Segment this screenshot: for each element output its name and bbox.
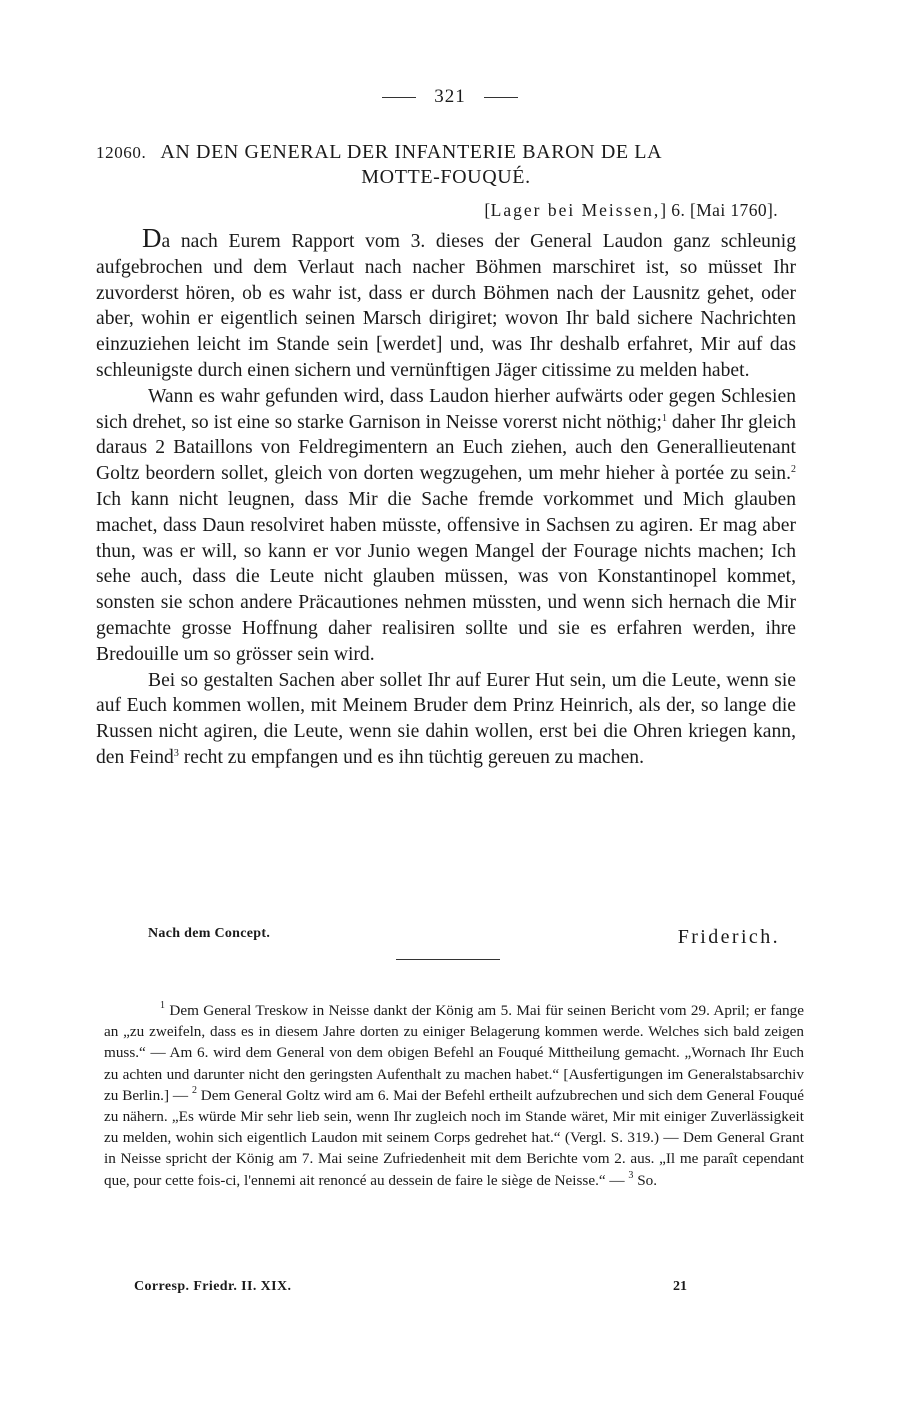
paragraph-3-text-b: recht zu empfangen und es ihn tüchtig gereuen zu machen. <box>178 746 644 768</box>
page-number-line <box>0 86 900 108</box>
footnote-marker-3: 3 <box>628 1169 634 1181</box>
dash-left <box>382 97 416 98</box>
footnote-ref-1: 1 <box>661 412 667 424</box>
paragraph-2-text-c: Ich kann nicht leugnen, dass Mir die Sache fremde vorkommet und Mich glauben machet, dass Daun resolviret haben müsste, offensive in Sachsen zu agiren. Er mag aber thun, was er will, so kann er vor Junio wegen Mangel der Fourage nichts machen; Ich sehe auch, dass die Leute nicht glauben müssen, was von Konstantinopel kommet, sonsten sie schon andere Präcautiones nehmen müssten, und wenn sich hernach die Mir gemachte grosse Hoffnung daher realisiren sollte und sie es erfahren werden, ihre Bredouille um so grösser sein wird. <box>96 488 796 665</box>
paragraph-2 <box>96 384 796 668</box>
footnote-block <box>104 1000 804 1191</box>
footnote-marker-1: 1 <box>160 1000 165 1011</box>
dateline-date: ] 6. [Mai 1760]. <box>660 200 778 220</box>
paragraph-3 <box>96 668 796 771</box>
dateline <box>484 200 778 221</box>
source-note: Nach dem Concept. <box>148 926 271 941</box>
footnote-marker-2: 2 <box>191 1084 197 1096</box>
dateline-bracket: [ <box>484 200 491 220</box>
paragraph-2-text-a: Wann es wahr gefunden wird, dass Laudon hierher aufwärts oder gegen Schlesien sich drehet, so ist eine so starke Garnison in Neisse vorerst nicht nöthig; <box>96 385 796 433</box>
paragraph-2-text-b: daher Ihr gleich daraus 2 Bataillons von Feldregimentern an Euch ziehen, auch den Generallieutenant Goltz beordern sollet, gleich von dorten wegzugehen, um mehr hieher à portée zu sein. <box>96 411 797 485</box>
page-number: 321 <box>434 86 466 107</box>
heading-line-2: MOTTE-FOUQUÉ. <box>361 166 531 188</box>
footnote-text-a: Dem General Treskow in Neisse dankt der König am 5. Mai für seinen Bericht vom 29. April; er fange an „zu zweifeln, dass es in diesem Jahre dorten zu einiger Belagerung kommen werde. Welches sich bald zeigen muss.“ — Am 6. wird dem General von dem obigen Befehl an Fouqué Mittheilung gemacht. „Wornach Ihr Euch zu achten und darunter nicht den geringsten Aufenthalt zu machen habet.“ [Ausfertigungen im Generalstabsarchiv zu Berlin.] — <box>104 1002 804 1104</box>
signature: Friderich. <box>677 926 780 948</box>
paragraph-1-text: a nach Eurem Rapport vom 3. dieses der General Laudon ganz schleunig aufgebrochen und dem Verlaut nach nacher Böhmen marschiret ist, so müsset Ihr zuvorderst hören, ob es wahr ist, dass er durch Böhmen nach der Lausnitz gehet, oder aber, wohin er eigentlich seinen Marsch dirigiret; wovon Ihr bald sichere Nachrichten einzuziehen leicht im Stande sein [werdet] und, was Ihr deshalb erfahret, Mir auf das schleunigste durch einen sichern und vernünftigen Jäger citissime zu melden habet. <box>96 231 796 381</box>
dash-right <box>484 97 518 98</box>
footnote-text-b: Dem General Goltz wird am 6. Mai der Befehl ertheilt aufzubrechen und sich dem General Fouqué zu nähern. „Es würde Mir sehr lieb sein, wenn Ihr zugleich noch im Stande wäret, Mir mit einiger Zuverlässigkeit zu melden, wohin sich eigentlich Laudon mit seinem Corps gedrehet hat.“ (Vergl. S. 319.) — Dem General Grant in Neisse spricht der König am 7. Mai seine Zufriedenheit mit dem Berichte vom 2. aus. „Il me paraît cependant que, pour cette fois-ci, l'ennemi ait renoncé au dessein de faire le siège de Neisse.“ — <box>104 1086 804 1189</box>
footer-signature-mark: 21 <box>673 1279 687 1294</box>
heading-line-1: AN DEN GENERAL DER INFANTERIE BARON DE LA <box>160 141 663 163</box>
initial-letter: D <box>142 223 162 253</box>
footnotes <box>104 1000 804 1191</box>
paragraph-1 <box>96 223 796 384</box>
footnote-ref-3: 3 <box>173 747 179 759</box>
letter-number: 12060. <box>96 143 147 162</box>
letter-heading <box>96 140 796 190</box>
footnote-ref-2: 2 <box>791 464 796 476</box>
footnote-divider <box>396 959 500 960</box>
footnote-text-c: So. <box>633 1171 658 1189</box>
letter-body <box>96 223 797 771</box>
dateline-place: Lager bei Meissen, <box>490 200 661 220</box>
footer-series: Corresp. Friedr. II. XIX. <box>134 1279 292 1294</box>
paragraph-3-text-a: Bei so gestalten Sachen aber sollet Ihr auf Eurer Hut sein, um die Leute, wenn sie auf Euch kommen wollen, mit Meinem Bruder dem Prinz Heinrich, als der, so lange die Russen nicht agiren, die Leute, wenn sie dahin wollen, erst bei die Ohren kriegen kann, den Feind <box>96 669 796 768</box>
